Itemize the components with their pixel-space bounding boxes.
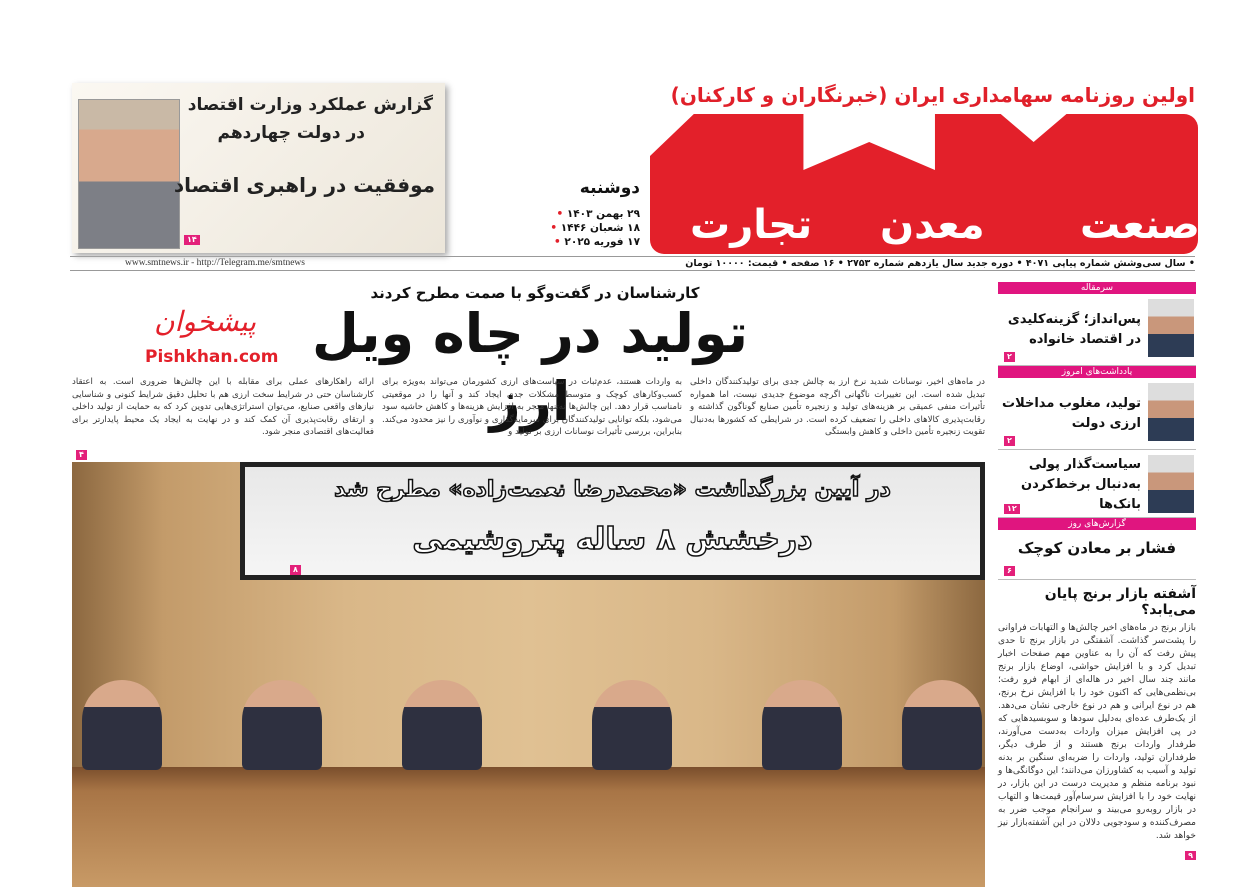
sidebar-item[interactable]: [998, 450, 1196, 518]
article-column-1: در ماه‌های اخیر، نوسانات شدید نرخ ارز به چالش جدی برای تولیدکنندگان داخلی تبدیل شده است. این تغییرات ناگهانی اگرچه موضوع جدیدی نیست، اما همواره تأثیرات منفی عمیقی بر هزینه‌های تولید و زنجیره تأمین صنایع گوناگون گذاشته و رقابت‌پذیری کالاهای داخلی را تضعیف کرده است. در شرایطی که کشورها به‌دنبال تقویت زنجیره تأمین داخلی و کاهش وابستگی: [690, 377, 985, 437]
author-photo: [1148, 383, 1194, 441]
main-photo[interactable]: [72, 462, 985, 887]
date-solar: ۲۹ بهمن ۱۴۰۳ •: [540, 208, 640, 220]
sidebar-item-title: تولید، مغلوب مداخلات ارزی دولت: [1002, 396, 1141, 431]
weekday: دوشنبه: [579, 178, 640, 198]
person: [762, 680, 842, 770]
page-badge: ۹: [1185, 851, 1196, 860]
sidebar-item[interactable]: [998, 294, 1196, 366]
logo-word-madan: معدن: [880, 202, 985, 248]
person: [242, 680, 322, 770]
article-column-2: به واردات هستند، عدم‌ثبات در سیاست‌های ارزی کشورمان می‌تواند به‌ویژه برای کسب‌وکارهای کوچک و متوسط مشکلات جدی ایجاد کند و آنها را در موقعیتی نامناسب قرار دهد. این چالش‌ها نه‌تنها منجر به افزایش هزینه‌ها و کاهش حاشیه سود می‌شود، بلکه توانایی تولیدکنندگان برای سرمایه‌گذاری و نوآوری را نیز محدود می‌کند. بنابراین، بررسی تأثیرات نوسانات ارزی بر تولید و: [382, 377, 682, 437]
page-badge: ۶: [1004, 566, 1015, 576]
main-kicker: کارشناسان در گفت‌وگو با صمت مطرح کردند: [370, 284, 700, 302]
teaser-box[interactable]: [72, 83, 445, 253]
sidebar-item-title: پس‌انداز؛ گزینه‌کلیدی در اقتصاد خانواده: [1007, 312, 1141, 347]
conference-table: [72, 767, 985, 887]
website-links[interactable]: www.smtnews.ir - http://Telegram.me/smtnews: [125, 258, 305, 268]
author-photo: [1148, 299, 1194, 357]
author-photo: [1148, 455, 1194, 513]
section-header-reports: گزارش‌های روز: [998, 518, 1196, 530]
issue-info: • سال سی‌وشش شماره پیاپی ۴۰۷۱ • دوره جدید سال یازدهم شماره ۲۷۵۳ • ۱۶ صفحه • قیمت: ۱۰۰۰۰ تومان: [685, 258, 1195, 269]
person: [902, 680, 982, 770]
watermark-url: Pishkhan.com: [145, 347, 279, 367]
person: [82, 680, 162, 770]
issue-info-bar: [70, 256, 1195, 271]
teaser-photo: [78, 99, 180, 249]
date-lunar: ۱۸ شعبان ۱۴۴۶ •: [540, 222, 640, 234]
rice-article-title[interactable]: آشفته بازار برنج پایان می‌یابد؟: [1044, 586, 1196, 618]
person: [592, 680, 672, 770]
page-badge: ۱۴: [184, 235, 200, 245]
logo-word-sanat: صنعت: [1080, 202, 1200, 248]
section-header-notes: یادداشت‌های امروز: [998, 366, 1196, 378]
watermark-logo: پیشخوان: [153, 305, 257, 338]
sidebar-item-title: سیاست‌گذار پولی به‌دنبال برخط‌کردن بانک‌ها: [1021, 457, 1141, 512]
teaser-title: موفقیت در راهبری اقتصاد: [173, 173, 435, 197]
sidebar-item[interactable]: [998, 378, 1196, 450]
sidebar-item-title: فشار بر معادن کوچک: [1017, 539, 1177, 557]
page-badge: ۲: [1004, 352, 1015, 362]
page-badge: ۱۲: [1004, 504, 1020, 514]
rice-article-body: بازار برنج در ماه‌های اخیر چالش‌ها و التهابات فراوانی را پشت‌سر گذاشت. آشفتگی در بازار برنج تا حدی پیش رفت که آن را به عناوین مهم صفحات اخبار تبدیل کرد و با افزایش حواشی، اوضاع بازار برنج مانند چند سال اخیر در هاله‌ای از ابهام فرو رفت؛ بی‌نظمی‌هایی که اکنون خود را با افزایش نرخ برنج، هم در نوع ایرانی و هم در نوع خارجی نشان می‌دهد. از یک‌طرف عده‌ای به‌دلیل سودها و سوبسیدهایی که در پی افزایش میزان واردات به‌دست می‌آورند، طرفدار واردات برنج هستند و از طرف دیگر، طرفداران تولید، واردات را ضربه‌ای سنگین بر بدنه تولید و آسیب به کشاورزان می‌دانند؛ این دوگانگی‌ها و نبود برنامه منظم و مدیریت درست در این بازار، در نهایت خود را با افزایش سرسام‌آور قیمت‌ها و التهاب در بازار روبه‌رو می‌بیند و سرانجام موجب ضرر به مصرف‌کننده و سودجویی دلالان در این آشفته‌بازار نیز خواهد شد.: [998, 623, 1196, 841]
projection-screen: [240, 462, 985, 580]
date-gregorian: ۱۷ فوریه ۲۰۲۵ •: [540, 236, 640, 248]
page-badge: ۴: [76, 450, 87, 460]
teaser-line1: گزارش عملکرد وزارت اقتصاد: [187, 95, 433, 115]
sidebar-item[interactable]: [998, 530, 1196, 580]
teaser-line2: در دولت چهاردهم: [217, 123, 365, 143]
photo-caption-title: درخشش ۸ ساله پتروشیمی: [412, 522, 813, 557]
masthead-tagline: اولین روزنامه سهامداری ایران (خبرنگاران و کارکنان): [670, 83, 1195, 107]
photo-caption-kicker: در آیین بزرگداشت «محمدرضا نعمت‌زاده» مطرح شد: [334, 477, 891, 502]
logo-word-tejarat: تجارت: [690, 202, 813, 248]
sidebar: [998, 282, 1196, 862]
article-column-3: ارائه راهکارهای عملی برای مقابله با این چالش‌ها ضروری است. به اعتقاد کارشناسان حتی در شرایط سخت ارزی هم با تحلیل دقیق شرایط کنونی و شناسایی نیازهای واقعی صنایع، می‌توان استراتژی‌هایی تدوین کرد که به حمایت از تولید داخلی و ارتقای رقابت‌پذیری آن کمک کند و در نهایت به ایجاد یک محیط پایدارتر برای فعالیت‌های اقتصادی منجر شود.: [72, 377, 374, 437]
page-badge: ۲: [1004, 436, 1015, 446]
person: [402, 680, 482, 770]
main-headline[interactable]: تولید در چاه ویل ارز: [312, 302, 748, 433]
section-header-editorial: سرمقاله: [998, 282, 1196, 294]
page-badge: ۸: [290, 565, 301, 575]
